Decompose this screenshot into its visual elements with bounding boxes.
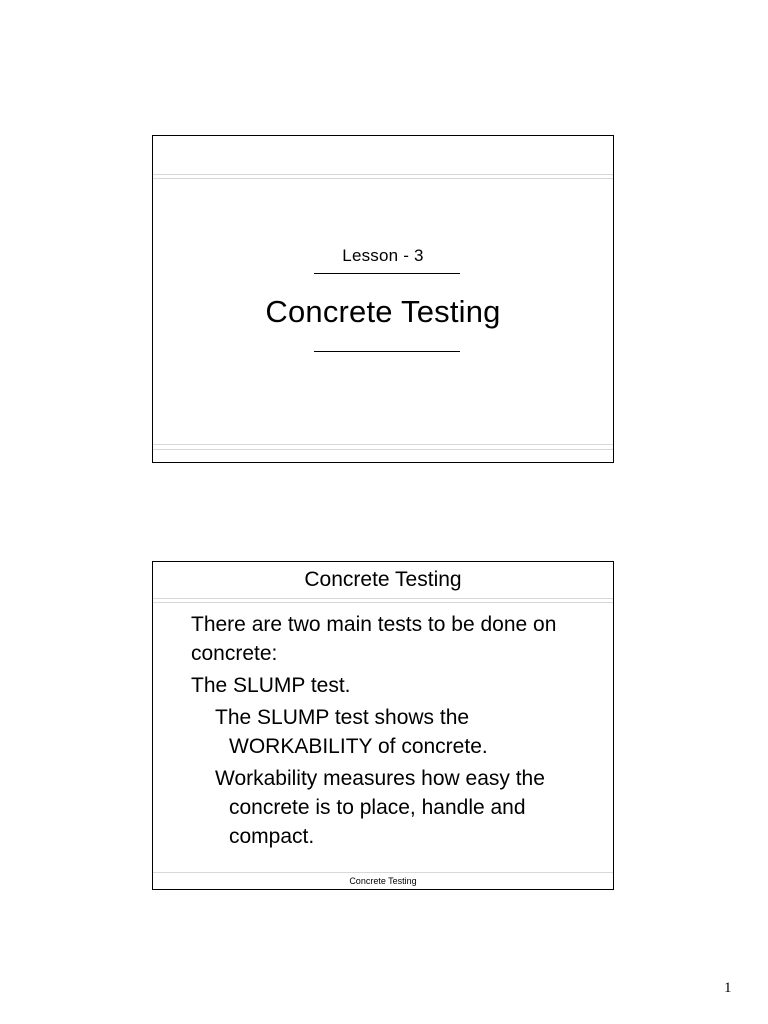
sub-bullet-paragraph: The SLUMP test shows the WORKABILITY of concrete. — [215, 706, 488, 758]
slide-title: Concrete Testing — [265, 294, 501, 329]
page-number: 1 — [724, 980, 732, 996]
title-underline-top — [314, 273, 460, 274]
top-divider — [153, 174, 613, 175]
lesson-label: Lesson - 3 — [342, 246, 424, 265]
bottom-divider — [153, 449, 613, 450]
slide-body — [191, 610, 603, 854]
footer-divider — [153, 872, 613, 873]
title-slide — [152, 135, 614, 463]
bullet-paragraph: The SLUMP test. — [191, 674, 351, 697]
title-underline-bottom — [314, 351, 460, 352]
top-divider — [153, 178, 613, 179]
slide-heading: Concrete Testing — [304, 568, 462, 591]
heading-divider — [153, 598, 613, 599]
bottom-divider — [153, 444, 613, 445]
content-slide — [152, 561, 614, 890]
slide-footer: Concrete Testing — [349, 876, 417, 886]
heading-divider — [153, 602, 613, 603]
sub-bullet-paragraph: Workability measures how easy the concrete is to place, handle and compact. — [215, 767, 545, 848]
bullet-paragraph: There are two main tests to be done on concrete: — [191, 613, 557, 665]
